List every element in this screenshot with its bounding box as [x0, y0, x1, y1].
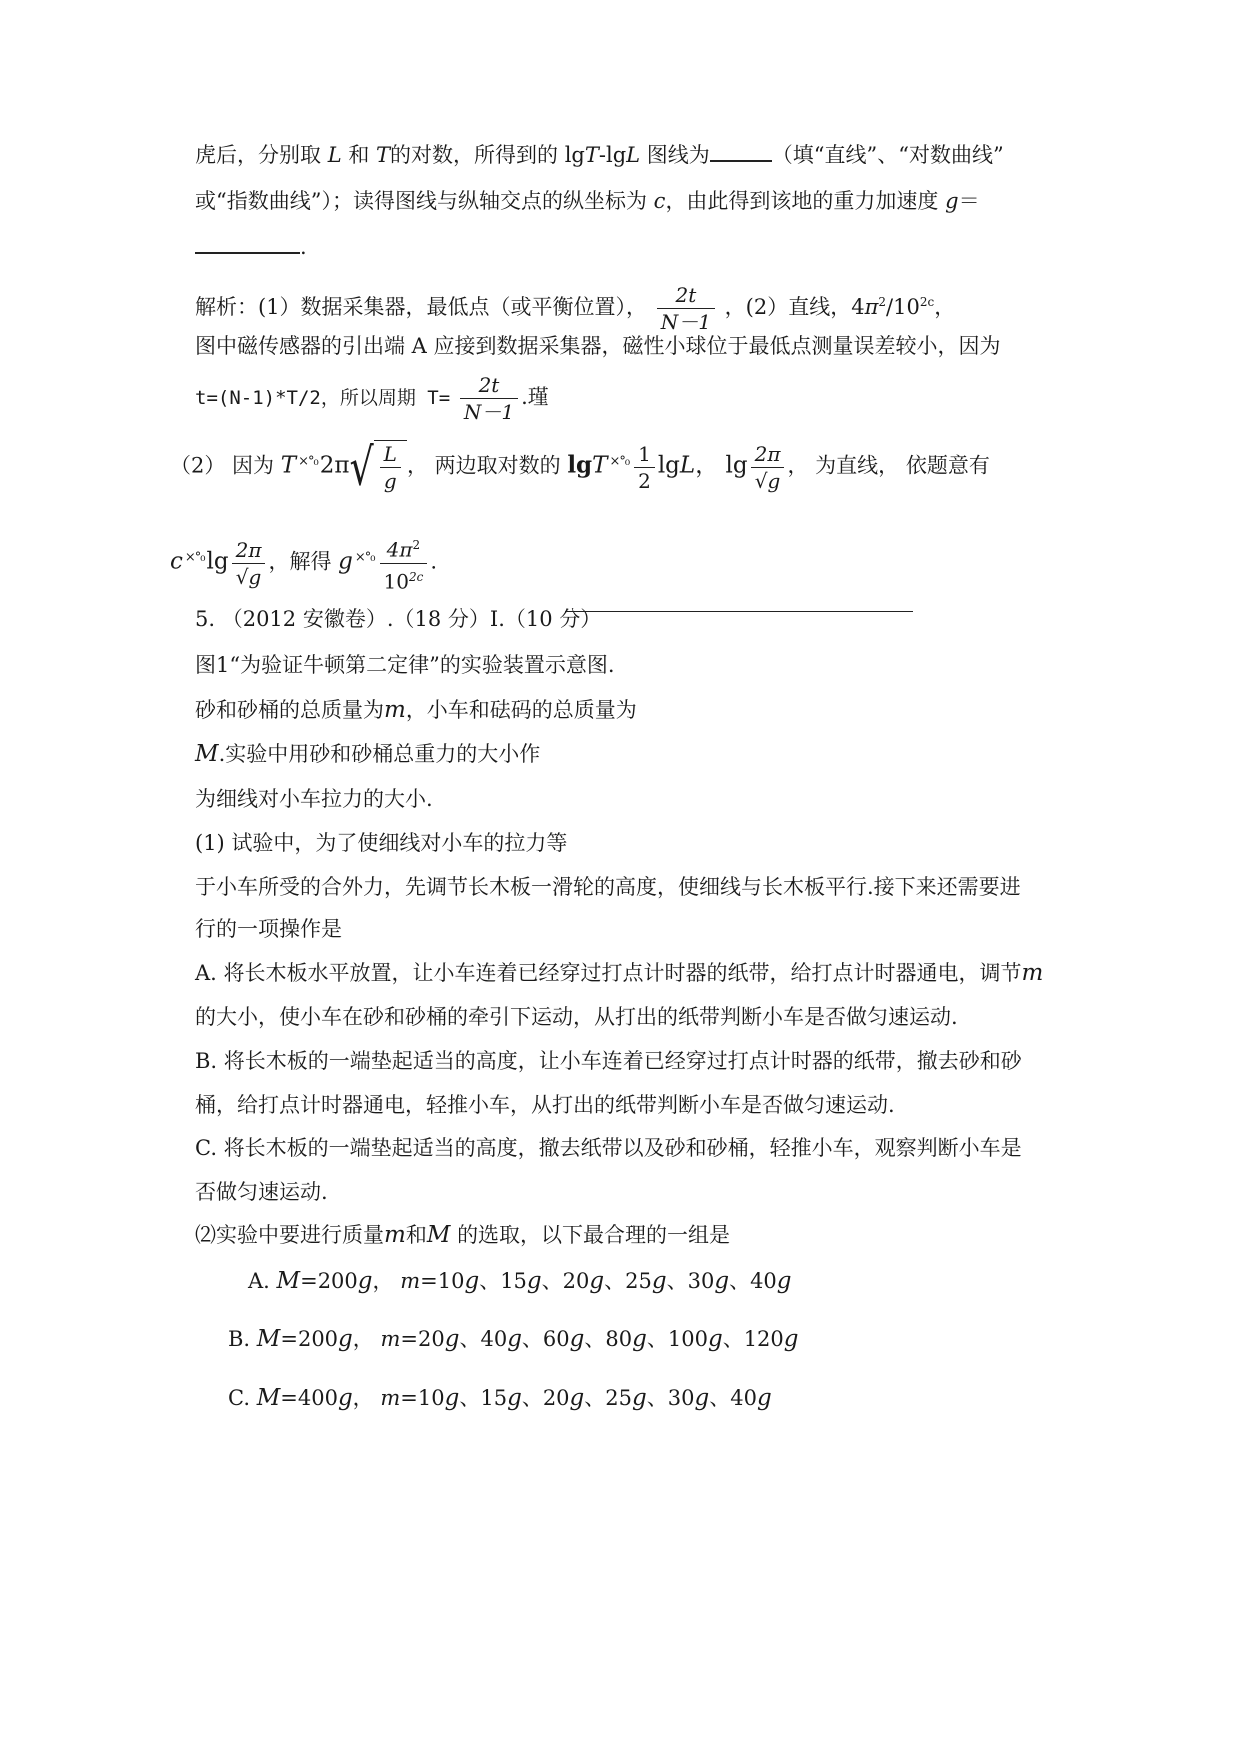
fraction-numerator: L [383, 442, 397, 466]
text-span: ，由此得到该地的重力加速度 [665, 189, 939, 213]
text-span: ＝ [958, 189, 980, 213]
fraction [460, 372, 518, 425]
text-span: 15 [480, 1386, 508, 1410]
fraction-numerator: 2t [675, 283, 697, 307]
text-span: 30 [687, 1269, 715, 1293]
text-span: (1) 试验中，为了使细线对小车的拉力等 [195, 831, 568, 855]
fraction [232, 537, 266, 590]
text-span: ，解得 [268, 549, 332, 574]
text-span: 或“指数曲线”）；读得图线与纵轴交点的纵坐标为 [195, 189, 647, 213]
text-span: 的对数，所得到的 lg [390, 143, 585, 167]
text-span: 否做匀速运动. [195, 1180, 328, 1204]
text-span: ， lg [695, 452, 748, 479]
text-span: ， 为直线， 依题意有 [787, 453, 990, 478]
var-T: T [280, 452, 297, 479]
var-T: T [592, 452, 608, 479]
text-span: lg [206, 548, 229, 575]
text-span: （2） 因为 [170, 453, 275, 478]
fraction [380, 532, 428, 594]
fraction [380, 441, 401, 494]
text-span: 的大小，使小车在砂和砂桶的牵引下运动，从打出的纸带判断小车是否做匀速运动. [195, 1005, 958, 1029]
text-span: 图1“为验证牛顿第二定律”的实验装置示意图. [195, 653, 615, 677]
text-span: 25 [625, 1269, 652, 1293]
fraction-denominator: N－1 [460, 398, 518, 425]
solution-line-4 [170, 437, 990, 497]
fraction-denominator: √g [751, 467, 785, 494]
var-c: c [653, 189, 666, 213]
var-M: M [195, 741, 219, 767]
unit-g: g [569, 1326, 585, 1352]
fraction-numerator: 2π [235, 537, 262, 562]
fraction-denominator: √g [232, 563, 266, 590]
mass-option-c: C. M=400g， m=10g、15g、20g、25g、30g、40g [228, 1385, 772, 1411]
question-5-line-5 [195, 828, 567, 858]
unit-g: g [651, 1268, 667, 1294]
text-span: lg [567, 451, 593, 479]
text-span: 桶，给打点计时器通电，轻推小车，从打出的纸带判断小车是否做匀速运动. [195, 1093, 895, 1117]
question-line-1 [195, 140, 1004, 170]
text-span: =200 [280, 1327, 339, 1351]
text-span: /10 [886, 295, 920, 319]
option-b-line-2 [195, 1090, 895, 1120]
text-span: 40 [480, 1327, 508, 1351]
text-span: 25 [605, 1386, 633, 1410]
fraction-denominator [380, 563, 428, 595]
unit-g: g [357, 1268, 373, 1294]
var-g: g [248, 564, 262, 589]
text-span: 虎后，分别取 [195, 143, 321, 167]
var-L: L [626, 143, 641, 167]
text-span: =10 [420, 1269, 465, 1293]
answer-blank [710, 142, 772, 162]
text-span: 40 [750, 1269, 777, 1293]
text-span: 解析：(1）数据采集器，最低点（或平衡位置）， [195, 295, 648, 319]
text-span: 于小车所受的合外力，先调节长木板一滑轮的高度，使细线与长木板平行.接下来还需要进 [195, 875, 1021, 899]
var-m: m [380, 1327, 401, 1351]
text-span: 的选取，以下最合理的一组是 [457, 1223, 731, 1247]
text-span: A. 将长木板水平放置，让小车连着已经穿过打点计时器的纸带，给打点计时器通电，调节 [195, 961, 1022, 985]
text-span: =200 [300, 1269, 358, 1293]
var-M: M [276, 1268, 301, 1294]
unit-g: g [464, 1268, 480, 1294]
text-span: 15 [500, 1269, 527, 1293]
option-b-line-1 [195, 1046, 1022, 1076]
text-span: 砂和砂桶的总质量为 [195, 698, 384, 722]
symbol-pi: π [864, 295, 879, 319]
unit-g: g [526, 1268, 542, 1294]
fraction-numerator: 2π [754, 441, 781, 466]
text-span: B. 将长木板的一端垫起适当的高度，让小车连着已经穿过打点计时器的纸带，撤去砂和砂 [195, 1049, 1022, 1073]
text-span: =10 [400, 1386, 445, 1410]
unit-g: g [776, 1268, 792, 1294]
unit-g: g [707, 1326, 723, 1352]
option-a-line-2 [195, 1002, 958, 1032]
text-span: 图线为 [646, 143, 710, 167]
superscript: 2c [408, 569, 424, 584]
text-span: 4π [386, 537, 413, 562]
unit-g: g [507, 1326, 522, 1352]
var-c: c [170, 548, 183, 575]
var-m: m [400, 1269, 421, 1293]
text-span: ， [934, 295, 956, 319]
fraction-numerator [383, 532, 425, 563]
unit-g: g [444, 1326, 460, 1352]
text-span: .瑾 [521, 385, 549, 409]
var-T: T [584, 143, 599, 167]
text-span: .实验中用砂和砂桶总重力的大小作 [218, 742, 541, 766]
figure-placeholder-line [565, 611, 913, 612]
unit-g: g [783, 1326, 799, 1352]
text-span: 20 [562, 1269, 590, 1293]
var-M: M [256, 1326, 281, 1352]
text-span: 行的一项操作是 [195, 917, 342, 941]
unit-g: g [507, 1385, 522, 1411]
question-line-2 [195, 186, 980, 216]
option-a-line-1 [195, 958, 1043, 988]
fraction-numerator: 1 [638, 441, 651, 466]
question-5-part-2 [195, 1220, 730, 1250]
solution-line-2 [195, 331, 1001, 361]
text-span: =400 [280, 1386, 338, 1410]
fraction-denominator: 2 [634, 467, 655, 494]
unit-g: g [632, 1385, 647, 1411]
option-label: C. [228, 1386, 250, 1410]
text-span: -lg [598, 143, 627, 167]
text-span: ，(2）直线，4 [724, 295, 865, 319]
question-5-line-3 [195, 739, 540, 769]
text-span: C. 将长木板的一端垫起适当的高度，撤去纸带以及砂和砂桶，轻推小车，观察判断小车是 [195, 1136, 1022, 1160]
var-g: g [338, 548, 353, 575]
text-span: 60 [542, 1327, 570, 1351]
text-span: 2π [319, 452, 350, 479]
superscript: 2c [919, 295, 935, 309]
text-span: 30 [667, 1386, 695, 1410]
question-line-3 [195, 232, 307, 262]
text-span: 5. （2012 安徽卷）.（18 分）Ⅰ.（10 分） [195, 607, 602, 631]
unit-g: g [632, 1326, 647, 1352]
superscript: 2 [412, 538, 421, 552]
garbled-symbol: ×°₀ [298, 453, 318, 469]
question-5-line-7 [195, 914, 342, 944]
text-span: 80 [605, 1327, 633, 1351]
text-span: 为细线对小车拉力的大小. [195, 787, 433, 811]
var-M: M [256, 1385, 281, 1411]
unit-g: g [338, 1326, 353, 1352]
unit-g: g [444, 1385, 460, 1411]
var-m: m [384, 697, 406, 723]
var-L: L [327, 143, 342, 167]
unit-g: g [337, 1385, 353, 1411]
var-g: g [767, 468, 781, 493]
option-c-line-1 [195, 1133, 1022, 1163]
text-span: 和 [405, 1223, 427, 1247]
fraction-denominator: N－1 [657, 308, 715, 335]
answer-blank [195, 234, 300, 254]
unit-g: g [714, 1268, 730, 1294]
text-span: ⑵实验中要进行质量 [195, 1223, 384, 1247]
question-5-line-6 [195, 872, 1021, 902]
text-span: t=(N-1)*T/2，所以周期 T= [195, 387, 451, 409]
text-span: （填“直线”、“对数曲线” [771, 143, 1004, 167]
garbled-symbol: ×°₀ [609, 453, 630, 469]
text-span: 120 [743, 1327, 784, 1351]
text-span: lg [657, 452, 680, 479]
option-label: A. [248, 1269, 270, 1293]
square-root: √ $\frac{L}{g}$ [349, 440, 407, 494]
var-M: M [426, 1222, 451, 1248]
mass-option-a: A. M=200g， m=10g、15g、20g、25g、30g、40g [248, 1268, 792, 1294]
text-span: . [430, 549, 437, 574]
text-span: 20 [542, 1386, 570, 1410]
fraction-denominator: g [380, 467, 401, 494]
option-label: B. [228, 1327, 251, 1351]
fraction [657, 282, 715, 335]
option-c-line-2 [195, 1177, 328, 1207]
var-m: m [1021, 960, 1044, 986]
unit-g: g [694, 1385, 710, 1411]
mass-option-b: B. M=200g， m=20g、40g、60g、80g、100g、120g [228, 1326, 799, 1352]
text-span: ，小车和砝码的总质量为 [405, 698, 637, 722]
text-span: 和 [348, 143, 370, 167]
text-span: 40 [730, 1386, 757, 1410]
var-m: m [380, 1386, 401, 1410]
unit-g: g [756, 1385, 772, 1411]
var-L: L [679, 452, 696, 479]
garbled-symbol: ×°₀ [354, 549, 375, 565]
solution-line-3 [195, 372, 549, 425]
text-span: 10 [383, 569, 409, 594]
question-5-line-1 [195, 650, 615, 680]
text-span: . [300, 235, 307, 259]
text-span: 100 [667, 1327, 708, 1351]
solution-line-1 [195, 282, 955, 335]
text-span: =20 [400, 1327, 445, 1351]
superscript: 2 [878, 295, 887, 309]
text-span: 图中磁传感器的引出端 A 应接到数据采集器，磁性小球位于最低点测量误差较小，因为 [195, 334, 1001, 358]
question-5-line-4 [195, 784, 433, 814]
unit-g: g [589, 1268, 605, 1294]
var-m: m [384, 1222, 406, 1248]
question-5-line-2 [195, 695, 637, 725]
fraction [751, 441, 785, 494]
text-span: ， 两边取对数的 [406, 453, 561, 478]
fraction [634, 441, 655, 494]
unit-g: g [569, 1385, 585, 1411]
var-T: T [376, 143, 391, 167]
fraction-numerator: 2t [478, 373, 500, 397]
question-5-header [195, 604, 601, 634]
solution-line-5 [170, 532, 437, 594]
garbled-symbol: ×°₀ [184, 549, 205, 565]
var-g: g [945, 189, 959, 213]
